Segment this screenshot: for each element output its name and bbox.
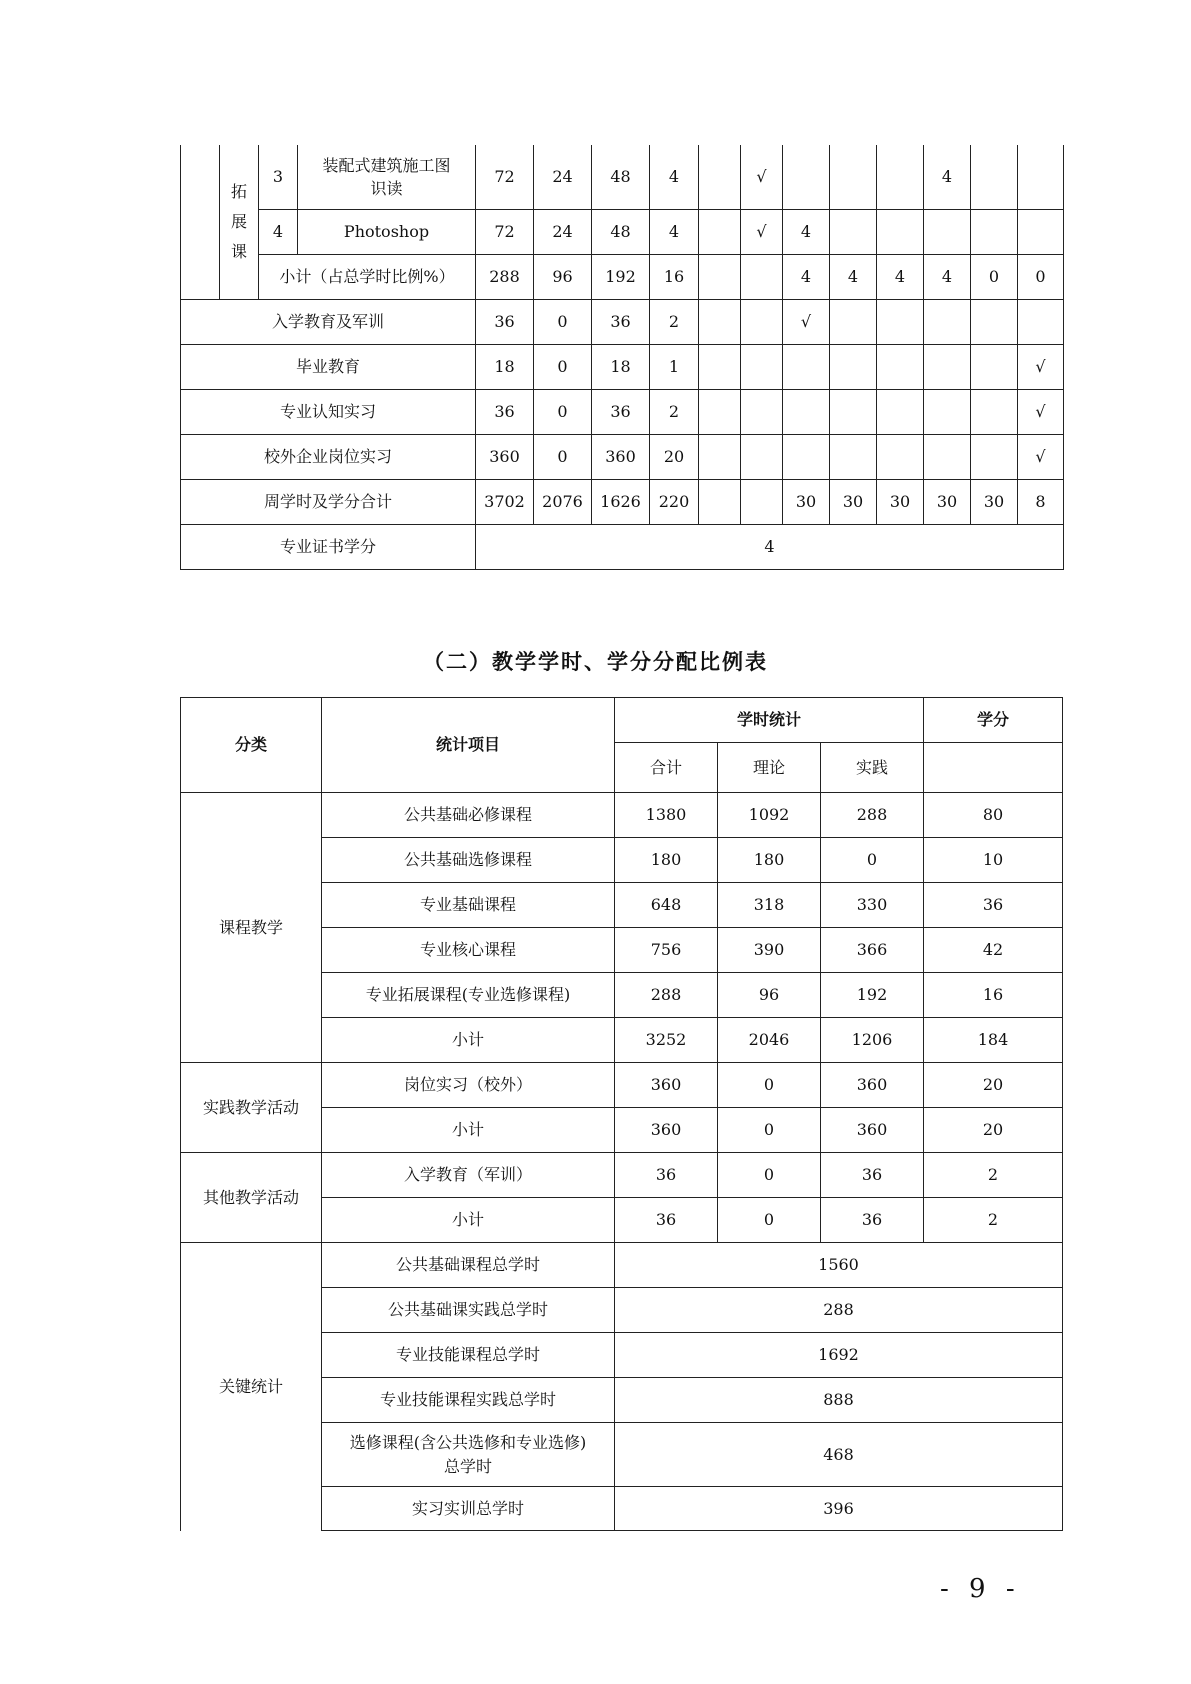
- hours-credits-ratio-table: [180, 697, 1063, 1531]
- table-row: 入学教育及军训 36 0 36 2 √: [181, 299, 1064, 344]
- course-name: Photoshop: [298, 209, 476, 254]
- total-row: 周学时及学分合计 3702 2076 1626 220 30 30 30 30 30 8: [181, 479, 1064, 524]
- table-row: 4 Photoshop 72 24 48 4 √ 4: [181, 209, 1064, 254]
- page-number: - 9 -: [940, 1574, 1021, 1604]
- subtotal-row: 小计 36 0 36 2: [181, 1198, 1063, 1243]
- key-stat-row: 选修课程(含公共选修和专业选修) 总学时 468: [181, 1423, 1063, 1487]
- table-row: 实践教学活动 岗位实习（校外） 360 0 360 20: [181, 1063, 1063, 1108]
- key-stat-row: 专业技能课程实践总学时 888: [181, 1378, 1063, 1423]
- table-row: 专业拓展课程(专业选修课程) 288 96 192 16: [181, 973, 1063, 1018]
- key-stat-row: 专业技能课程总学时 1692: [181, 1333, 1063, 1378]
- key-stat-row: 公共基础课实践总学时 288: [181, 1288, 1063, 1333]
- course-name: 装配式建筑施工图 识读: [298, 145, 476, 209]
- table-row: 课程教学 公共基础必修课程 1380 1092 288 80: [181, 793, 1063, 838]
- category-cell: 实践教学活动: [181, 1063, 322, 1153]
- subtotal-row: 小计 360 0 360 20: [181, 1108, 1063, 1153]
- key-stat-row: 实习实训总学时 396: [181, 1487, 1063, 1531]
- category-cell: 其他教学活动: [181, 1153, 322, 1243]
- table-row: 其他教学活动 入学教育（军训） 36 0 36 2: [181, 1153, 1063, 1198]
- table-row: 专业核心课程 756 390 366 42: [181, 928, 1063, 973]
- table-row: 专业基础课程 648 318 330 36: [181, 883, 1063, 928]
- course-schedule-table-continued: [180, 145, 1064, 570]
- table-header-row: 分类 统计项目 学时统计 学分: [181, 698, 1063, 743]
- table-row: 拓 展 课 3 装配式建筑施工图 识读 72 24 48 4 √ 4: [181, 145, 1064, 209]
- subtotal-row: 小计 3252 2046 1206 184: [181, 1018, 1063, 1063]
- table-row: 公共基础选修课程 180 180 0 10: [181, 838, 1063, 883]
- table-subheader-row: 合计 理论 实践: [181, 743, 1063, 793]
- extension-course-label: 拓 展 课: [220, 145, 259, 299]
- table-row: 校外企业岗位实习 360 0 360 20 √: [181, 434, 1064, 479]
- table-row: 专业认知实习 36 0 36 2 √: [181, 389, 1064, 434]
- certificate-credit-row: 专业证书学分 4: [181, 524, 1064, 569]
- category-cell: 关键统计: [181, 1243, 322, 1531]
- key-stat-row: 关键统计 公共基础课程总学时 1560: [181, 1243, 1063, 1288]
- section-title: （二）教学学时、学分分配比例表: [423, 649, 768, 674]
- table-row: 毕业教育 18 0 18 1 √: [181, 344, 1064, 389]
- category-cell: 课程教学: [181, 793, 322, 1063]
- subtotal-row: 小计（占总学时比例%） 288 96 192 16 4 4 4 4 0 0: [181, 254, 1064, 299]
- stat-item: 选修课程(含公共选修和专业选修) 总学时: [322, 1423, 615, 1487]
